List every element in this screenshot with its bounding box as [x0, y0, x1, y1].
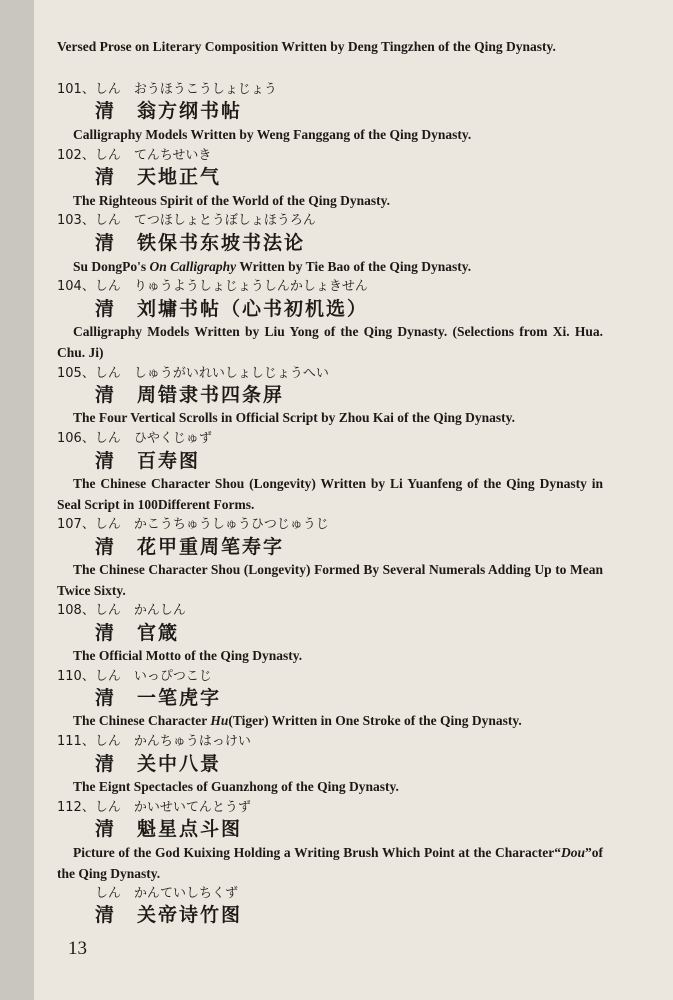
entry-103-english-italic: On Calligraphy	[149, 259, 237, 274]
entry-110-kana: 110、しん いっぴつこじ	[57, 669, 212, 684]
entry-107-title: 清 花甲重周笔寿字	[95, 536, 285, 558]
entry-110-english	[57, 710, 603, 731]
entry-104-kana: 104、しん りゅうようしょじょうしんかしょきせん	[57, 279, 368, 294]
entry-102-kana: 102、しん てんちせいき	[57, 148, 212, 163]
entry-112-kana: 112、しん かいせいてんとうず	[57, 800, 251, 815]
entry-104-english: Calligraphy Models Written by Liu Yong of the Qing Dynasty. (Selections from Xi. Hua. Chu. Ji)	[57, 324, 603, 360]
page-number: 13	[68, 938, 87, 959]
entry-104-title: 清 刘墉书帖（心书初机选）	[95, 298, 369, 320]
entry-last-title: 清 关帝诗竹图	[95, 904, 243, 926]
entry-108-title: 清 官箴	[95, 622, 180, 644]
entry-105-title: 清 周错隶书四条屏	[95, 384, 285, 406]
entry-107-english: The Chinese Character Shou (Longevity) Formed By Several Numerals Adding Up to Mean Twice Sixty.	[57, 562, 603, 598]
entry-101-kana: 101、しん おうほうこうしょじょう	[57, 82, 277, 97]
entry-112-english-post: ”of the Qing Dynasty.	[57, 845, 603, 881]
show-through-text	[624, 120, 673, 600]
entry-111-english: The Eignt Spectacles of Guanzhong of the Qing Dynasty.	[73, 779, 399, 794]
entry-105-kana: 105、しん しゅうがいれいしょしじょうへい	[57, 366, 329, 381]
entry-111-title: 清 关中八景	[95, 753, 222, 775]
entry-101-english: Calligraphy Models Written by Weng Fanggang of the Qing Dynasty.	[73, 127, 472, 142]
entry-110-title: 清 一笔虎字	[95, 687, 222, 709]
entry-103-english-post: Written by Tie Bao of the Qing Dynasty.	[236, 259, 472, 274]
intro-line: Versed Prose on Literary Composition Written by Deng Tingzhen of the Qing Dynasty.	[57, 39, 556, 54]
entry-110-english-italic: Hu	[210, 713, 229, 728]
entry-105-english: The Four Vertical Scrolls in Official Script by Zhou Kai of the Qing Dynasty.	[73, 410, 516, 425]
entry-107-kana: 107、しん かこうちゅうしゅうひつじゅうじ	[57, 517, 329, 532]
entry-112-english-italic: Dou	[560, 845, 585, 860]
entry-112-english	[57, 842, 603, 884]
entry-101-title: 清 翁方纲书帖	[95, 100, 243, 122]
entry-108-kana: 108、しん かんしん	[57, 603, 186, 618]
entry-108-english: The Official Motto of the Qing Dynasty.	[73, 648, 303, 663]
entry-106-title: 清 百寿图	[95, 450, 201, 472]
entry-110-english-pre: The Chinese Character	[73, 713, 211, 728]
entry-102-english: The Righteous Spirit of the World of the Qing Dynasty.	[73, 193, 391, 208]
entry-106-english: The Chinese Character Shou (Longevity) Written by Li Yuanfeng of the Qing Dynasty in Seal Script in 100Different Forms.	[57, 476, 603, 512]
entry-102-title: 清 天地正气	[95, 166, 222, 188]
entry-103-english	[57, 256, 603, 277]
entry-103-title: 清 铁保书东坡书法论	[95, 232, 306, 254]
entry-103-kana: 103、しん てつほしょとうぼしょほうろん	[57, 213, 316, 228]
entry-110-english-post: (Tiger) Written in One Stroke of the Qing Dynasty.	[228, 713, 522, 728]
entry-last-kana: しん かんていしちくず	[95, 886, 239, 901]
entry-112-english-pre: Picture of the God Kuixing Holding a Writing Brush Which Point at the Character“	[73, 845, 561, 860]
entry-111-kana: 111、しん かんちゅうはっけい	[57, 734, 251, 749]
entry-106-kana: 106、しん ひやくじゅず	[57, 431, 212, 446]
entry-112-title: 清 魁星点斗图	[95, 818, 243, 840]
entry-103-english-pre: Su DongPo's	[73, 259, 150, 274]
